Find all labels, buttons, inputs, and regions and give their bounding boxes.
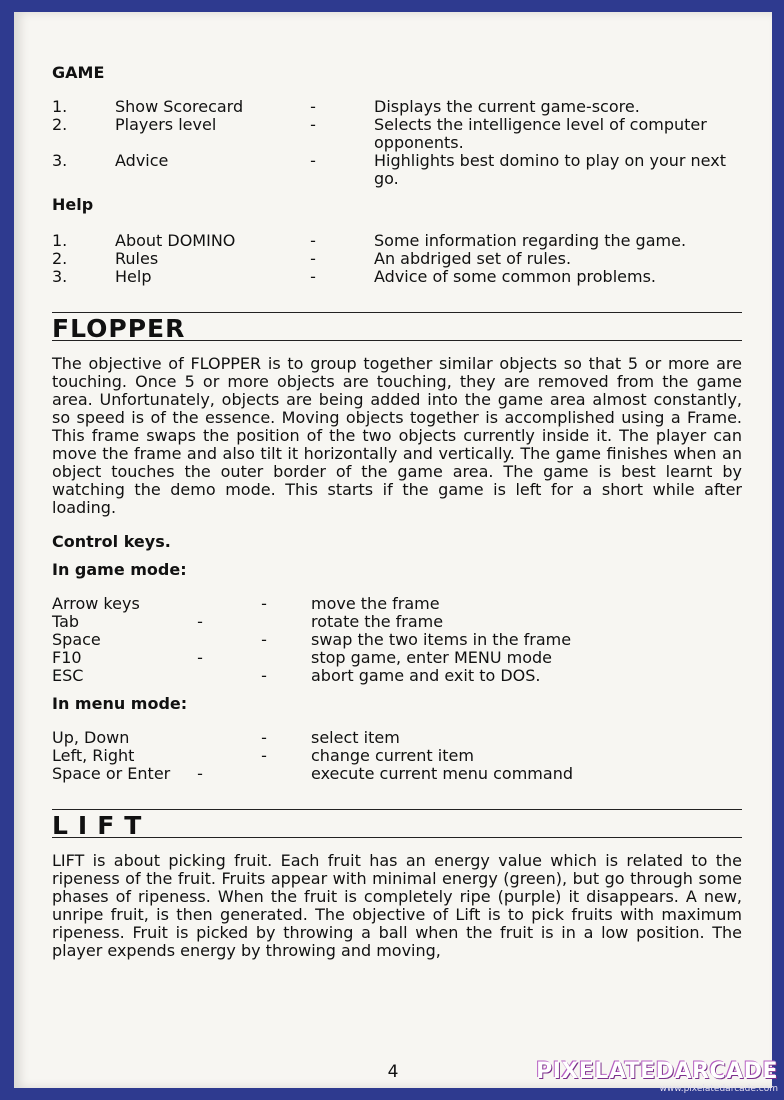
- item-name: Advice: [115, 151, 169, 170]
- key-row: [52, 613, 742, 631]
- key-dash: -: [197, 764, 203, 783]
- menu-mode-heading: In menu mode:: [52, 694, 188, 713]
- key-action: change current item: [311, 746, 474, 765]
- key-dash: -: [261, 630, 267, 649]
- item-name: Players level: [115, 115, 217, 134]
- key-name: Space or Enter: [52, 764, 171, 783]
- item-number: 1.: [52, 231, 68, 250]
- item-number: 3.: [52, 267, 68, 286]
- watermark-url: www.pixelatedarcade.com: [659, 1084, 778, 1094]
- lift-heading: LIFT: [52, 817, 742, 838]
- item-desc: Some information regarding the game.: [374, 231, 687, 250]
- page-number: 4: [387, 1062, 399, 1082]
- key-row: [52, 765, 742, 783]
- key-row: [52, 631, 742, 649]
- item-dash: -: [310, 231, 316, 250]
- help-item: [52, 250, 742, 268]
- item-desc: An abdriged set of rules.: [374, 249, 572, 268]
- key-row: [52, 595, 742, 613]
- item-dash: -: [310, 115, 316, 134]
- key-dash: -: [197, 648, 203, 667]
- help-item: [52, 232, 742, 250]
- game-section-title: GAME: [52, 63, 105, 82]
- key-name: ESC: [52, 666, 84, 685]
- control-keys-heading: Control keys.: [52, 532, 171, 551]
- watermark-brand: PIXELATEDARCADE: [536, 1059, 778, 1084]
- lift-body: LIFT is about picking fruit. Each fruit has an energy value which is related to the ripeness of the fruit. Fruits appear with minimal energy (green), but go through some phases of ripeness. When the fruit is completely ripe (purple) it disappears. A new, unripe fruit, is then generated. The objective of Lift is to pick fruits with maximum ripeness. Fruit is picked by throwing a ball when the fruit is in a low position. The player expends energy by throwing and moving,: [52, 851, 742, 960]
- menu-mode-keys: [52, 729, 742, 783]
- item-name: Help: [115, 267, 152, 286]
- item-name: Rules: [115, 249, 159, 268]
- key-row: [52, 649, 742, 667]
- key-action: abort game and exit to DOS.: [311, 666, 541, 685]
- key-dash: -: [261, 728, 267, 747]
- help-section-title: Help: [52, 195, 94, 214]
- item-number: 1.: [52, 97, 68, 116]
- help-items: [52, 232, 742, 286]
- key-name: Up, Down: [52, 728, 130, 747]
- flopper-body: The objective of FLOPPER is to group together similar objects so that 5 or more are touching. Once 5 or more objects are touching, they are removed from the game area. Unfortunately, objects are being added into the game area almost constantly, so speed is of the essence. Moving objects together is accomplished using a Frame. This frame swaps the position of the two objects currently inside it. The player can move the frame and also tilt it horizontally and vertically. The game finishes when an object touches the outer border of the game area. The game is best learnt by watching the demo mode. This starts if the game is left for a short while after loading.: [52, 354, 742, 517]
- key-dash: -: [261, 746, 267, 765]
- item-dash: -: [310, 151, 316, 170]
- key-name: Space: [52, 630, 101, 649]
- item-dash: -: [310, 249, 316, 268]
- manual-page: [14, 12, 772, 1088]
- page-content: [52, 64, 742, 960]
- item-number: 2.: [52, 115, 68, 134]
- game-mode-keys: [52, 595, 742, 685]
- key-dash: -: [197, 612, 203, 631]
- key-row: [52, 747, 742, 765]
- key-action: rotate the frame: [311, 612, 444, 631]
- key-row: [52, 729, 742, 747]
- key-name: Arrow keys: [52, 594, 140, 613]
- game-item: [52, 152, 742, 188]
- key-name: Tab: [52, 612, 80, 631]
- item-number: 2.: [52, 249, 68, 268]
- item-desc: Advice of some common problems.: [374, 267, 657, 286]
- item-desc: Selects the intelligence level of computer opponents.: [374, 115, 707, 152]
- game-item: [52, 98, 742, 116]
- key-action: move the frame: [311, 594, 440, 613]
- key-action: swap the two items in the frame: [311, 630, 572, 649]
- flopper-heading: FLOPPER: [52, 320, 742, 341]
- item-desc: Displays the current game-score.: [374, 97, 640, 116]
- key-row: [52, 667, 742, 685]
- key-action: execute current menu command: [311, 764, 573, 783]
- key-dash: -: [261, 594, 267, 613]
- item-dash: -: [310, 267, 316, 286]
- watermark: [536, 1059, 778, 1094]
- key-name: Left, Right: [52, 746, 135, 765]
- help-item: [52, 268, 742, 286]
- item-name: About DOMINO: [115, 231, 236, 250]
- item-name: Show Scorecard: [115, 97, 244, 116]
- game-mode-heading: In game mode:: [52, 560, 187, 579]
- key-action: stop game, enter MENU mode: [311, 648, 553, 667]
- key-dash: -: [261, 666, 267, 685]
- key-name: F10: [52, 648, 82, 667]
- item-dash: -: [310, 97, 316, 116]
- item-number: 3.: [52, 151, 68, 170]
- game-item: [52, 116, 742, 152]
- item-desc: Highlights best domino to play on your next go.: [374, 151, 726, 188]
- key-action: select item: [311, 728, 400, 747]
- game-items: [52, 98, 742, 188]
